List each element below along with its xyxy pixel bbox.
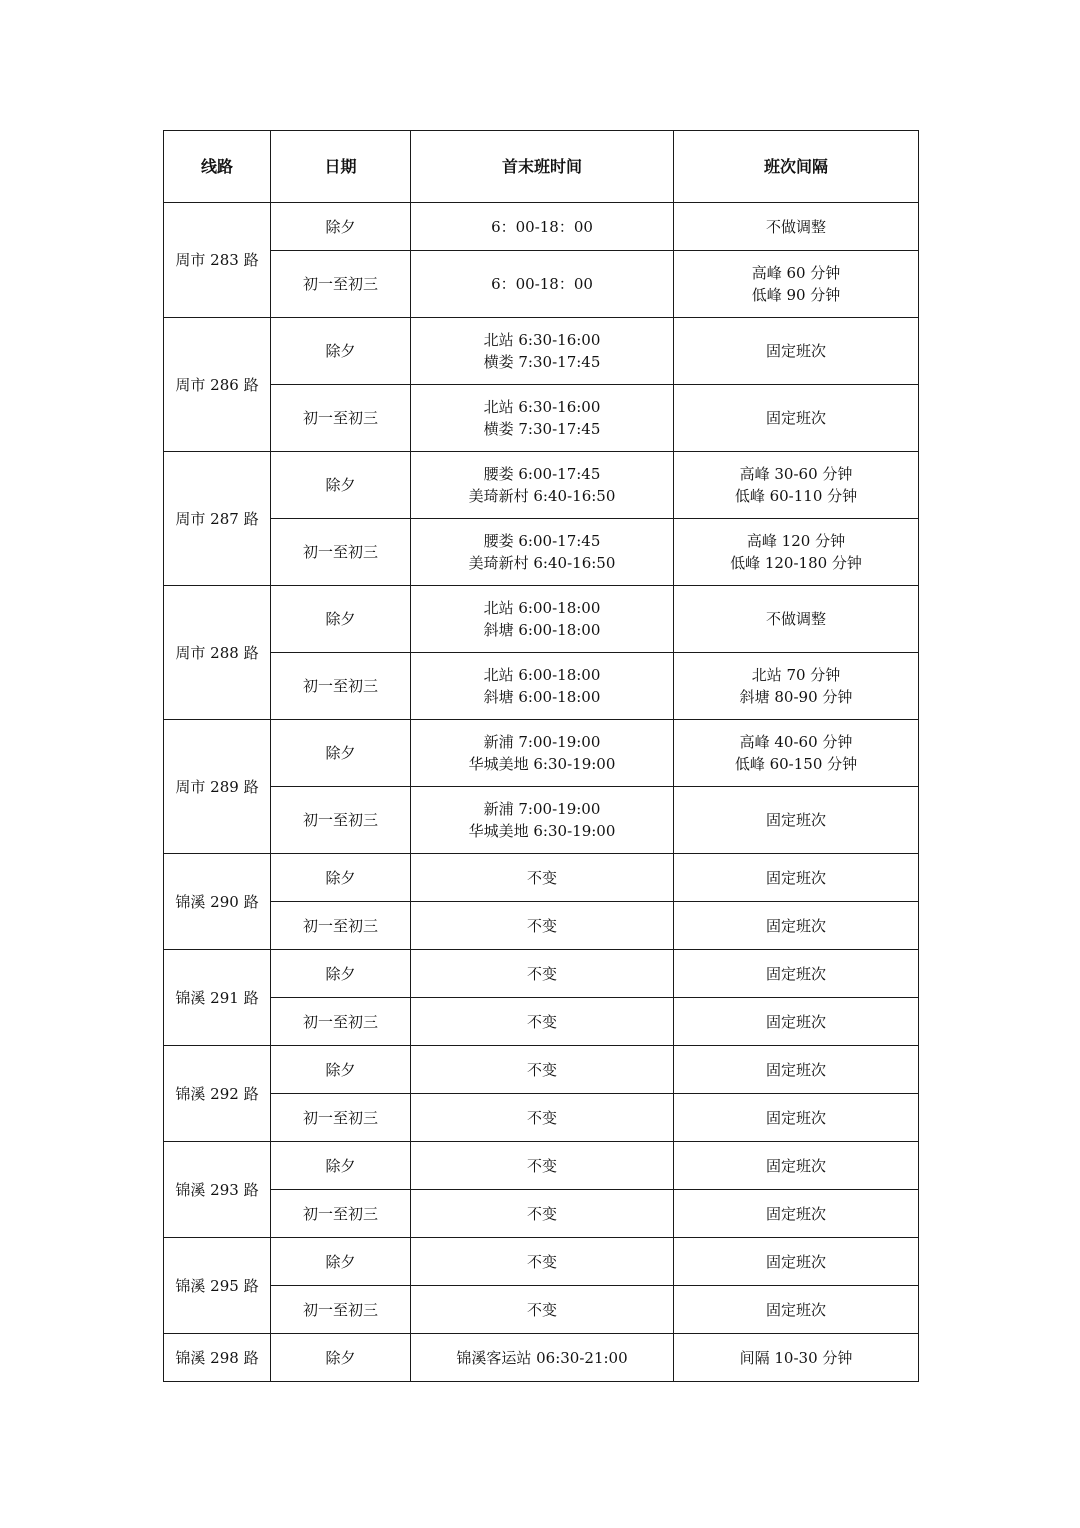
- route-name-cell: 锦溪 295 路: [164, 1238, 271, 1334]
- interval-line: 固定班次: [765, 916, 826, 935]
- interval-cell: [674, 586, 919, 653]
- time-line: 美琦新村 6:40-16:50: [468, 554, 616, 572]
- table-row: [164, 787, 919, 854]
- time-line: 北站 6:00-18:00: [483, 666, 601, 684]
- date-cell: 除夕: [271, 1238, 411, 1286]
- time-line: 美琦新村 6:40-16:50: [468, 487, 616, 505]
- header-interval: 班次间隔: [674, 131, 919, 203]
- interval-cell: [674, 720, 919, 787]
- date-cell: 初一至初三: [271, 902, 411, 950]
- interval-cell: [674, 1046, 919, 1094]
- interval-line: 固定班次: [765, 1156, 826, 1175]
- route-name-cell: 周市 288 路: [164, 586, 271, 720]
- time-line: 华城美地 6:30-19:00: [468, 755, 616, 773]
- time-cell: [411, 902, 674, 950]
- table-row: [164, 998, 919, 1046]
- time-cell: [411, 1094, 674, 1142]
- interval-line: 固定班次: [765, 811, 826, 829]
- table-row: [164, 1334, 919, 1382]
- table-header-row: [164, 131, 919, 203]
- interval-line: 固定班次: [765, 342, 826, 360]
- table-row: [164, 653, 919, 720]
- time-cell: [411, 586, 674, 653]
- time-line: 不变: [526, 1252, 557, 1271]
- time-line: 不变: [526, 1156, 557, 1175]
- time-cell: [411, 251, 674, 318]
- date-cell: 初一至初三: [271, 787, 411, 854]
- time-line: 腰娄 6:00-17:45: [483, 465, 601, 483]
- interval-cell: [674, 1094, 919, 1142]
- table-row: [164, 452, 919, 519]
- time-line: 不变: [526, 916, 557, 935]
- table-row: [164, 1286, 919, 1334]
- interval-line: 低峰 120-180 分钟: [730, 554, 862, 572]
- time-cell: [411, 998, 674, 1046]
- interval-line: 间隔 10-30 分钟: [739, 1348, 853, 1367]
- time-line: 不变: [526, 1012, 557, 1031]
- table-row: [164, 1142, 919, 1190]
- table-row: [164, 1046, 919, 1094]
- table-row: [164, 720, 919, 787]
- date-cell: 初一至初三: [271, 998, 411, 1046]
- time-line: 北站 6:00-18:00: [483, 599, 601, 617]
- time-cell: [411, 318, 674, 385]
- interval-line: 斜塘 80-90 分钟: [739, 688, 853, 706]
- interval-line: 固定班次: [765, 1108, 826, 1127]
- header-first-last-time: 首末班时间: [411, 131, 674, 203]
- time-cell: [411, 1334, 674, 1382]
- time-cell: [411, 1238, 674, 1286]
- date-cell: 除夕: [271, 720, 411, 787]
- interval-cell: [674, 519, 919, 586]
- time-line: 北站 6:30-16:00: [483, 331, 601, 349]
- time-cell: [411, 1046, 674, 1094]
- table-row: [164, 1190, 919, 1238]
- interval-cell: [674, 787, 919, 854]
- interval-cell: [674, 902, 919, 950]
- interval-line: 固定班次: [765, 868, 826, 887]
- time-line: 不变: [526, 1060, 557, 1079]
- route-name-cell: 周市 287 路: [164, 452, 271, 586]
- time-line: 不变: [526, 1300, 557, 1319]
- interval-line: 高峰 30-60 分钟: [739, 465, 853, 483]
- table-body: [164, 203, 919, 1382]
- interval-cell: [674, 1142, 919, 1190]
- route-name-cell: 锦溪 298 路: [164, 1334, 271, 1382]
- interval-cell: [674, 998, 919, 1046]
- date-cell: 除夕: [271, 203, 411, 251]
- date-cell: 初一至初三: [271, 251, 411, 318]
- interval-cell: [674, 854, 919, 902]
- time-line: 不变: [526, 868, 557, 887]
- table-row: [164, 385, 919, 452]
- time-line: 6：00-18：00: [491, 275, 593, 293]
- date-cell: 除夕: [271, 854, 411, 902]
- table-row: [164, 251, 919, 318]
- route-name-cell: 周市 286 路: [164, 318, 271, 452]
- date-cell: 初一至初三: [271, 1094, 411, 1142]
- time-cell: [411, 452, 674, 519]
- time-line: 新浦 7:00-19:00: [483, 800, 601, 818]
- date-cell: 初一至初三: [271, 385, 411, 452]
- date-cell: 除夕: [271, 586, 411, 653]
- interval-cell: [674, 1334, 919, 1382]
- interval-line: 固定班次: [765, 1204, 826, 1223]
- time-line: 不变: [526, 964, 557, 983]
- time-cell: [411, 1286, 674, 1334]
- interval-line: 固定班次: [765, 964, 826, 983]
- route-name-cell: 周市 283 路: [164, 203, 271, 318]
- date-cell: 初一至初三: [271, 519, 411, 586]
- table-row: [164, 318, 919, 385]
- date-cell: 初一至初三: [271, 1286, 411, 1334]
- time-cell: [411, 720, 674, 787]
- time-cell: [411, 950, 674, 998]
- interval-line: 低峰 60-150 分钟: [734, 755, 858, 773]
- time-line: 北站 6:30-16:00: [483, 398, 601, 416]
- interval-line: 北站 70 分钟: [751, 666, 841, 684]
- interval-cell: [674, 452, 919, 519]
- interval-line: 固定班次: [765, 1252, 826, 1271]
- time-cell: [411, 1142, 674, 1190]
- interval-cell: [674, 1238, 919, 1286]
- time-cell: [411, 854, 674, 902]
- time-cell: [411, 653, 674, 720]
- interval-line: 低峰 90 分钟: [751, 286, 841, 304]
- interval-line: 高峰 40-60 分钟: [739, 733, 853, 751]
- interval-line: 固定班次: [765, 1012, 826, 1031]
- table-row: [164, 1238, 919, 1286]
- time-cell: [411, 203, 674, 251]
- time-line: 横娄 7:30-17:45: [483, 420, 601, 438]
- time-line: 不变: [526, 1204, 557, 1223]
- table-row: [164, 519, 919, 586]
- interval-line: 不做调整: [765, 217, 826, 236]
- time-cell: [411, 1190, 674, 1238]
- route-name-cell: 锦溪 292 路: [164, 1046, 271, 1142]
- interval-line: 固定班次: [765, 1060, 826, 1079]
- table-row: [164, 854, 919, 902]
- date-cell: 除夕: [271, 950, 411, 998]
- interval-cell: [674, 385, 919, 452]
- interval-cell: [674, 251, 919, 318]
- interval-line: 不做调整: [765, 610, 826, 628]
- time-line: 锦溪客运站 06:30-21:00: [456, 1348, 628, 1367]
- date-cell: 初一至初三: [271, 653, 411, 720]
- date-cell: 除夕: [271, 1334, 411, 1382]
- interval-line: 高峰 60 分钟: [751, 264, 841, 282]
- interval-line: 高峰 120 分钟: [746, 532, 846, 550]
- time-line: 不变: [526, 1108, 557, 1127]
- time-cell: [411, 787, 674, 854]
- interval-cell: [674, 950, 919, 998]
- date-cell: 除夕: [271, 1142, 411, 1190]
- date-cell: 除夕: [271, 1046, 411, 1094]
- header-route: 线路: [164, 131, 271, 203]
- table-row: [164, 586, 919, 653]
- header-date: 日期: [271, 131, 411, 203]
- interval-line: 低峰 60-110 分钟: [734, 487, 858, 505]
- route-name-cell: 锦溪 293 路: [164, 1142, 271, 1238]
- time-line: 华城美地 6:30-19:00: [468, 822, 616, 840]
- bus-schedule-table: [163, 130, 919, 1382]
- time-line: 新浦 7:00-19:00: [483, 733, 601, 751]
- date-cell: 除夕: [271, 452, 411, 519]
- date-cell: 除夕: [271, 318, 411, 385]
- interval-cell: [674, 318, 919, 385]
- time-cell: [411, 385, 674, 452]
- table-row: [164, 1094, 919, 1142]
- time-cell: [411, 519, 674, 586]
- interval-line: 固定班次: [765, 409, 826, 427]
- route-name-cell: 周市 289 路: [164, 720, 271, 854]
- table-row: [164, 902, 919, 950]
- interval-cell: [674, 653, 919, 720]
- time-line: 6：00-18：00: [491, 217, 593, 236]
- interval-cell: [674, 203, 919, 251]
- time-line: 腰娄 6:00-17:45: [483, 532, 601, 550]
- interval-line: 固定班次: [765, 1300, 826, 1319]
- route-name-cell: 锦溪 290 路: [164, 854, 271, 950]
- route-name-cell: 锦溪 291 路: [164, 950, 271, 1046]
- table-row: [164, 950, 919, 998]
- interval-cell: [674, 1190, 919, 1238]
- time-line: 斜塘 6:00-18:00: [483, 688, 601, 706]
- interval-cell: [674, 1286, 919, 1334]
- table-row: [164, 203, 919, 251]
- time-line: 横娄 7:30-17:45: [483, 353, 601, 371]
- time-line: 斜塘 6:00-18:00: [483, 621, 601, 639]
- date-cell: 初一至初三: [271, 1190, 411, 1238]
